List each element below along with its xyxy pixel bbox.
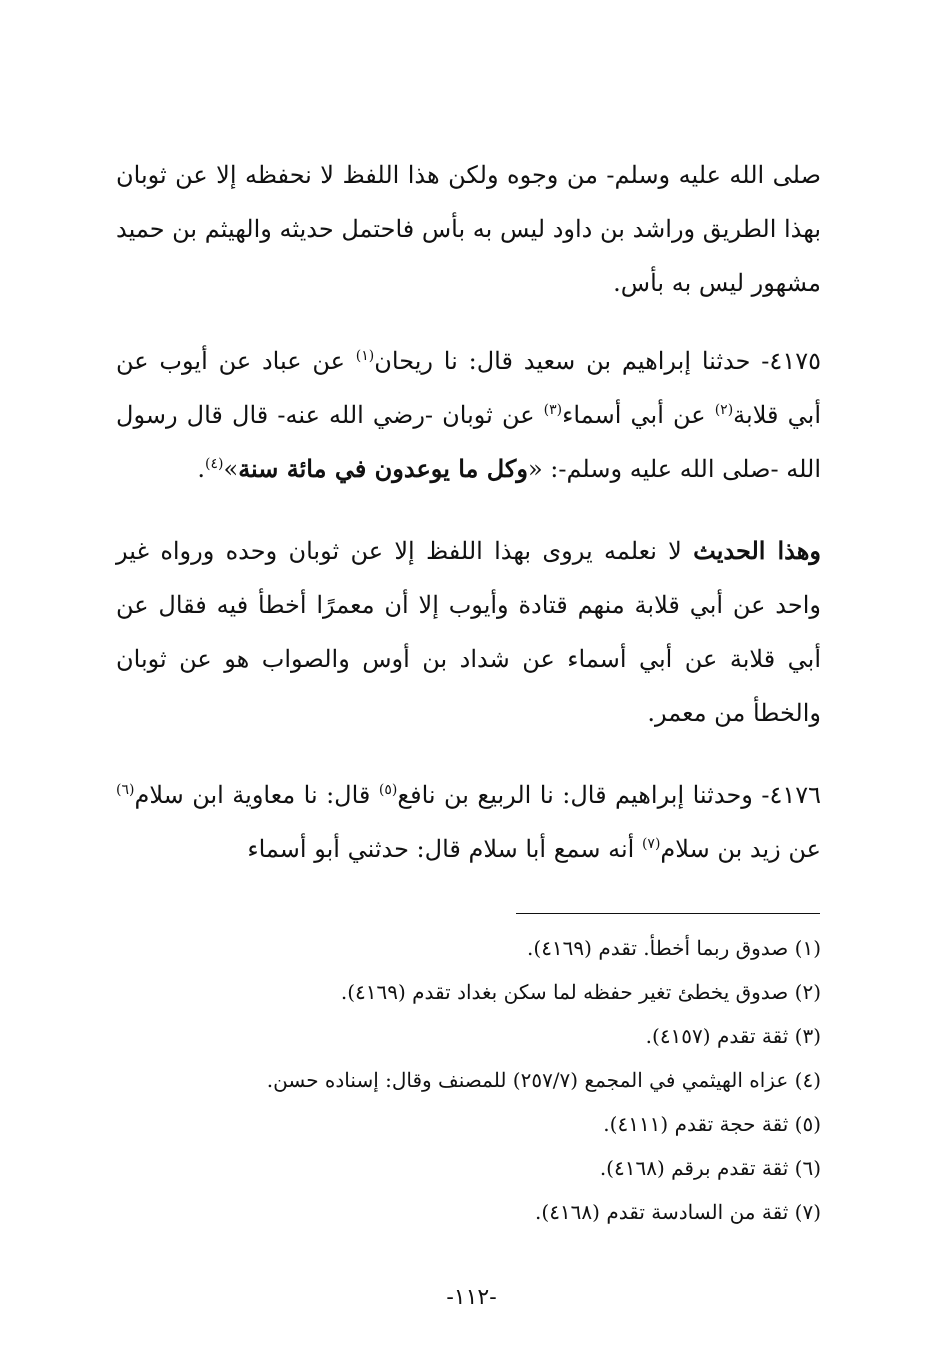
footnote-5: (٥) ثقة حجة تقدم (٤١١١). (603, 1112, 821, 1136)
footnote-ref-7: (٧) (641, 836, 661, 852)
footnote-2: (٢) صدوق يخطئ تغير حفظه لما سكن بغداد تقدم (٤١٦٩). (340, 980, 821, 1004)
footnotes (116, 926, 821, 1234)
footnote-ref-6: (٦) (116, 782, 135, 798)
page-number: -١١٢- (446, 1285, 497, 1310)
footnote-ref-5: (٥) (378, 782, 398, 798)
hadith-4175-text-c: عن أبي أسماء (562, 401, 715, 429)
paragraph-1: صلى الله عليه وسلم- من وجوه ولكن هذا اللفظ لا نحفظه إلا عن ثوبان بهذا الطريق وراشد بن داود ليس به بأس فاحتمل حديثه والهيثم بن حميد مشهور ليس به بأس. (115, 161, 821, 297)
hadith-4176-text-d: أنه سمع أبا سلام قال: حدثني أبو أسماء (247, 835, 642, 863)
hadith-4175 (116, 334, 821, 496)
hadith-4175-text-a: ٤١٧٥- حدثنا إبراهيم بن سعيد قال: نا ريحان (374, 347, 821, 375)
footnote-7: (٧) ثقة من السادسة تقدم (٤١٦٨). (535, 1200, 821, 1224)
footnote-ref-1: (١) (355, 348, 375, 364)
hadith-4175-text-b: عن عباد عن أيوب عن أبي قلابة (116, 347, 821, 429)
hadith-4175-close-quote: » (223, 455, 239, 483)
footnote-ref-3: (٣) (543, 402, 563, 418)
main-text (116, 148, 821, 904)
hadith-4176-text-a: ٤١٧٦- وحدثنا إبراهيم قال: نا الربيع بن نافع (397, 781, 822, 809)
hadith-4175-matn: وكل ما يوعدون في مائة سنة (238, 454, 528, 483)
hadith-4175-period: . (197, 455, 206, 483)
footnote-divider (516, 913, 820, 914)
footnote-ref-2: (٢) (714, 402, 734, 418)
commentary-heading: وهذا الحديث (693, 536, 821, 565)
footnote-6: (٦) ثقة تقدم برقم (٤١٦٨). (599, 1156, 821, 1180)
footnote-4: (٤) عزاه الهيثمي في المجمع (٢٥٧/٧) للمصنف وقال: إسناده حسن. (266, 1068, 821, 1092)
footnote-ref-4: (٤) (205, 456, 224, 472)
commentary-paragraph (116, 524, 821, 740)
hadith-4176 (116, 768, 821, 876)
footnote-1: (١) صدوق ربما أخطأ. تقدم (٤١٦٩). (527, 936, 821, 960)
hadith-4175-text-d: عن ثوبان -رضي الله عنه- قال قال رسول الله -صلى الله عليه وسلم-: « (116, 401, 821, 483)
commentary-text: لا نعلمه يروى بهذا اللفظ إلا عن ثوبان وحده ورواه غير واحد عن أبي قلابة منهم قتادة وأيوب إلا أن معمرًا أخطأ فيه فقال عن أبي قلابة عن أبي أسماء عن شداد بن أوس والصواب هو عن ثوبان والخطأ من معمر. (116, 537, 822, 727)
footnote-3: (٣) ثقة تقدم (٤١٥٧). (645, 1024, 821, 1048)
hadith-4176-text-b: قال: نا معاوية ابن سلام (134, 781, 379, 809)
hadith-4176-text-c: عن زيد بن سلام (660, 835, 821, 863)
